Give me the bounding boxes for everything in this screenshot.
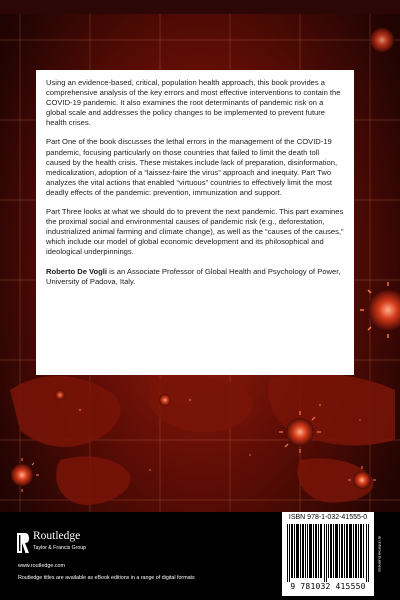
barcode — [287, 524, 369, 582]
routledge-logo-icon — [16, 532, 30, 554]
author-bio — [46, 267, 344, 287]
blurb-paragraph-1: Using an evidence-based, critical, population health approach, this book provides a comprehensive analysis of the key errors and most effective interventions to contain the COVID-19 pandemic. It also examines the root determinants of pandemic risk on a global scale and addresses the policy changes to be implemented to prevent future health crises. — [46, 78, 341, 128]
virus-particle-5 — [370, 28, 394, 52]
isbn-label: ISBN 978-1-032-41555-0 — [288, 514, 368, 521]
blurb-paragraph-2: Part One of the book discusses the lethal errors in the management of the COVID-19 pandemic, focusing particularly on those countries that failed to limit the death toll caused by the health crisis. These mistakes include lack of preparation, disinformation, medicalization, adoption of a “laissez-faire the virus” approach and inequity. Part Two analyzes the vital actions that enabled “virtuous” countries to effectively limit the most deadly effects of the pandemic: prevention, immunization and support. — [46, 137, 338, 197]
barcode-digits: 9 781032 415550 — [290, 582, 366, 591]
virus-particle-7 — [55, 390, 65, 400]
virus-particle-3 — [11, 458, 39, 492]
side-code — [376, 512, 384, 596]
blurb-paragraph-3: Part Three looks at what we should do to prevent the next pandemic. This part examines the proximal social and environmental causes of pandemic risk (e.g., deforestation, industrialized animal farming and climate change), as well as the “causes of the causes,” which include our model of global economic development and its philosophical and ideological underpinnings. — [46, 207, 344, 257]
blurb-panel — [36, 70, 354, 375]
publisher-name: Routledge — [33, 530, 81, 542]
author-name: Roberto De Vogli — [46, 266, 108, 276]
virus-particle-1 — [360, 282, 400, 338]
virus-particle-6 — [159, 394, 171, 406]
barcode-box — [282, 512, 374, 596]
author-bio-text: is an Associate Professor of Global Health and Psychology of Power, University of Padova, Italy. — [46, 266, 341, 286]
publisher-group: Taylor & Francis Group — [33, 545, 87, 551]
top-band — [0, 0, 400, 14]
publisher-url[interactable]: www.routledge.com — [18, 563, 66, 569]
ebook-note: Routledge titles are available as eBook editions in a range of digital formats — [18, 575, 195, 581]
side-code-text: an informa business — [377, 536, 383, 572]
